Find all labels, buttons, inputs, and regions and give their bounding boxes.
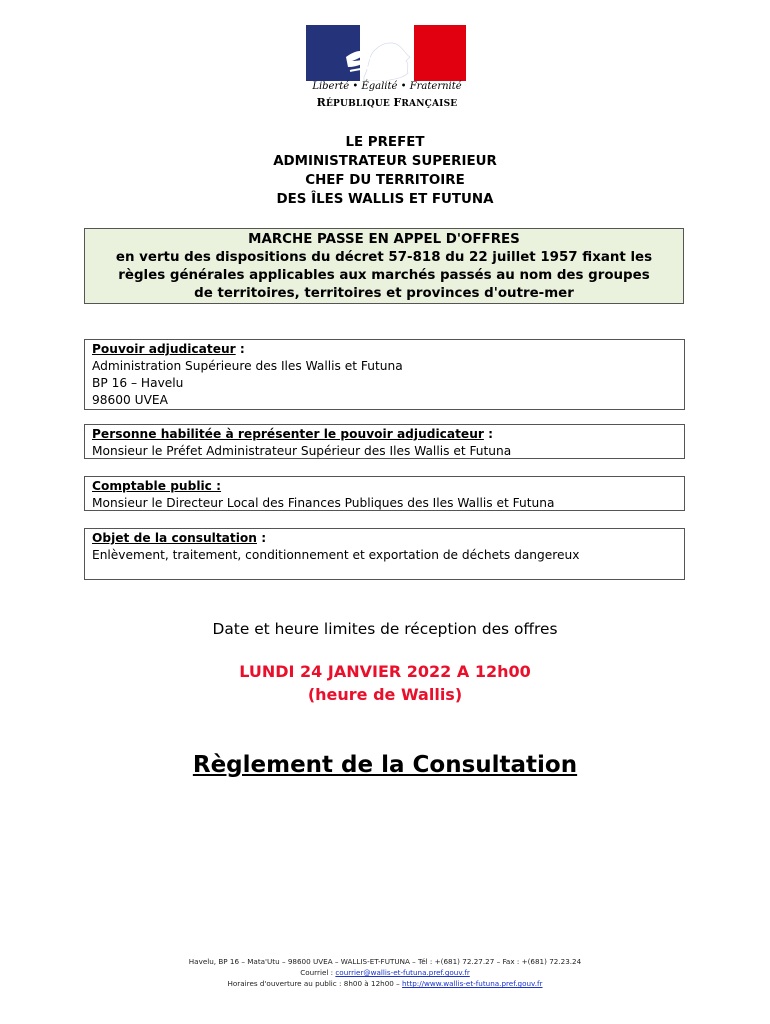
marche-line: en vertu des dispositions du décret 57-818 du 22 juillet 1957 fixant les xyxy=(115,250,653,265)
authority-line: ADMINISTRATEUR SUPERIEUR xyxy=(273,154,497,169)
motto: Liberté • Égalité • Fraternité xyxy=(312,81,462,92)
document-title: Règlement de la Consultation xyxy=(192,752,578,778)
comptable-line: Monsieur le Directeur Local des Finances Publiques des Iles Wallis et Futuna xyxy=(92,496,555,510)
objet-consultation-box xyxy=(84,528,685,580)
marianne-emblem-icon xyxy=(306,25,466,81)
footer xyxy=(0,956,770,989)
republique-francaise: RÉPUBLIQUE FRANÇAISE xyxy=(316,96,458,109)
pouvoir-line: Administration Supérieure des Iles Wallis et Futuna xyxy=(92,359,403,373)
authority-heading xyxy=(0,133,770,209)
website-link[interactable]: http://www.wallis-et-futuna.pref.gouv.fr xyxy=(402,979,543,988)
authority-line: CHEF DU TERRITOIRE xyxy=(305,173,465,188)
reception-deadline xyxy=(0,660,770,706)
republique-francaise-logo xyxy=(306,25,466,81)
footer-address: Havelu, BP 16 – Mata'Utu – 98600 UVEA – WALLIS-ET-FUTUNA – Tél : +(681) 72.27.27 – Fax : +(681) 72.23.24 xyxy=(188,957,582,966)
deadline-timezone: (heure de Wallis) xyxy=(307,685,463,704)
marche-line: règles générales applicables aux marchés passés au nom des groupes xyxy=(118,268,650,283)
pouvoir-line: 98600 UVEA xyxy=(92,393,168,407)
deadline-date: LUNDI 24 JANVIER 2022 A 12h00 xyxy=(239,662,531,681)
authority-line: DES ÎLES WALLIS ET FUTUNA xyxy=(276,192,494,207)
footer-email-line: Courriel : courrier@wallis-et-futuna.pref.gouv.fr xyxy=(300,968,470,977)
personne-line: Monsieur le Préfet Administrateur Supérieur des Iles Wallis et Futuna xyxy=(92,444,512,458)
comptable-public-box xyxy=(84,476,685,511)
personne-label: Personne habilitée à représenter le pouvoir adjudicateur : xyxy=(92,427,494,441)
marche-line: de territoires, territoires et provinces d'outre-mer xyxy=(194,286,574,301)
pouvoir-label: Pouvoir adjudicateur : xyxy=(92,342,245,356)
personne-habilitee-box xyxy=(84,424,685,459)
objet-line: Enlèvement, traitement, conditionnement et exportation de déchets dangereux xyxy=(92,548,580,562)
marche-banner xyxy=(84,228,684,304)
footer-hours-line: Horaires d'ouverture au public : 8h00 à 12h00 – http://www.wallis-et-futuna.pref.gouv.fr xyxy=(227,979,543,988)
marche-title: MARCHE PASSE EN APPEL D'OFFRES xyxy=(248,232,520,247)
objet-label: Objet de la consultation : xyxy=(92,531,267,545)
authority-line: LE PREFET xyxy=(345,135,425,150)
reception-label: Date et heure limites de réception des offres xyxy=(212,620,558,638)
pouvoir-line: BP 16 – Havelu xyxy=(92,376,184,390)
email-link[interactable]: courrier@wallis-et-futuna.pref.gouv.fr xyxy=(335,968,470,977)
comptable-label: Comptable public : xyxy=(92,479,222,493)
pouvoir-adjudicateur-box xyxy=(84,339,685,410)
